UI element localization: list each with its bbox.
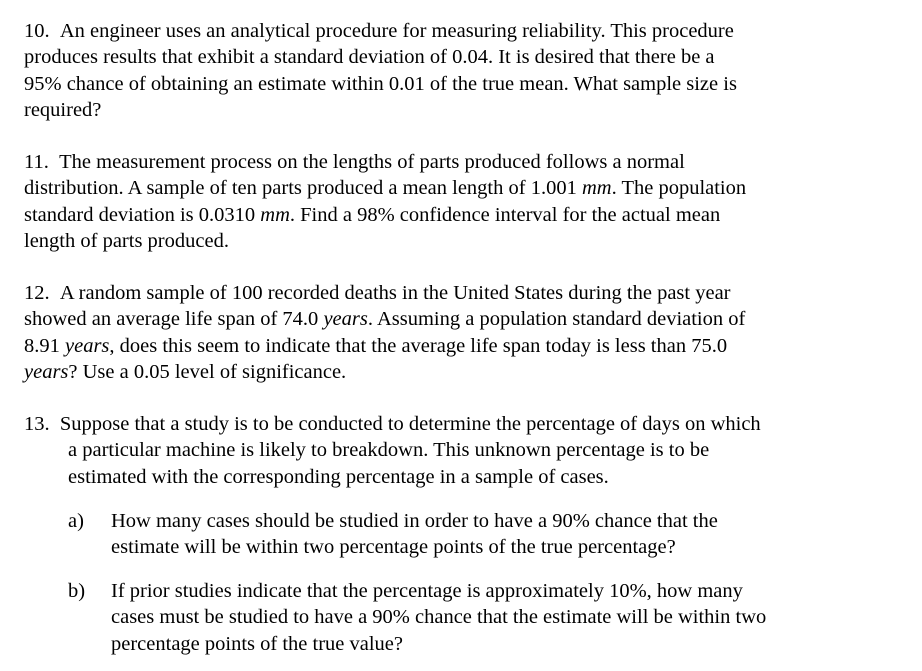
part-line: If prior studies indicate that the percentage is approximately 10%, how many xyxy=(111,580,743,602)
problem-line xyxy=(24,359,904,385)
unit-years: years xyxy=(323,308,368,331)
text-run: . Find a 98% confidence interval for the actual mean xyxy=(289,203,721,226)
unit-mm: mm xyxy=(581,177,612,200)
text-run: . The population xyxy=(611,177,747,200)
text-run: 8.91 xyxy=(24,334,65,357)
part-marker: b) xyxy=(68,580,86,602)
problem-line: required? xyxy=(24,98,102,121)
problem-11 xyxy=(24,149,904,254)
part-marker: a) xyxy=(68,510,84,532)
problem-number: 13. xyxy=(24,413,50,435)
part-line: estimate will be within two percentage points of the true percentage? xyxy=(111,536,676,559)
problem-line: produces results that exhibit a standard deviation of 0.04. It is desired that there be a xyxy=(24,46,715,69)
problem-text: An engineer uses an analytical procedure for measuring reliability. This procedure xyxy=(59,20,734,42)
problem-number: 11. xyxy=(24,151,49,173)
problem-line: length of parts produced. xyxy=(24,229,229,252)
text-run: showed an average life span of 74.0 xyxy=(24,308,324,331)
text-run: distribution. A sample of ten parts produced a mean length of 1.001 xyxy=(24,177,582,200)
problem-number: 10. xyxy=(24,20,50,42)
text-run: , does this seem to indicate that the average life span today is less than 75.0 xyxy=(109,334,728,357)
text-run: ? Use a 0.05 level of significance. xyxy=(68,360,347,383)
problem-13 xyxy=(24,411,904,490)
unit-mm: mm xyxy=(260,203,290,226)
problem-line xyxy=(24,280,904,306)
problem-line xyxy=(24,149,904,175)
text-run: standard deviation is 0.0310 xyxy=(24,203,261,226)
problem-line: a particular machine is likely to breakdown. This unknown percentage is to be xyxy=(68,439,710,462)
part-line: cases must be studied to have a 90% chance that the estimate will be within two xyxy=(111,606,767,629)
problem-number: 12. xyxy=(24,282,50,304)
problem-text: A random sample of 100 recorded deaths in the United States during the past year xyxy=(59,282,731,304)
part-line: percentage points of the true value? xyxy=(111,632,403,655)
text-run: . Assuming a population standard deviation of xyxy=(367,308,746,331)
problem-line xyxy=(24,175,904,201)
problem-line: estimated with the corresponding percentage in a sample of cases. xyxy=(68,465,609,488)
unit-years: years xyxy=(24,360,69,383)
problem-line xyxy=(24,333,904,359)
problem-10 xyxy=(24,18,904,123)
part-body xyxy=(111,578,911,657)
problem-text: The measurement process on the lengths of parts produced follows a normal xyxy=(59,151,685,173)
problem-line: 95% chance of obtaining an estimate within 0.01 of the true mean. What sample size is xyxy=(24,72,737,95)
problem-line xyxy=(24,411,904,437)
part-body xyxy=(111,508,911,561)
problem-line xyxy=(24,18,904,44)
unit-years: years xyxy=(65,334,110,357)
part-line: How many cases should be studied in order to have a 90% chance that the xyxy=(111,510,718,532)
problem-line xyxy=(24,306,904,332)
problem-12 xyxy=(24,280,904,385)
problem-text: Suppose that a study is to be conducted to determine the percentage of days on which xyxy=(59,413,761,435)
problem-line xyxy=(24,202,904,228)
